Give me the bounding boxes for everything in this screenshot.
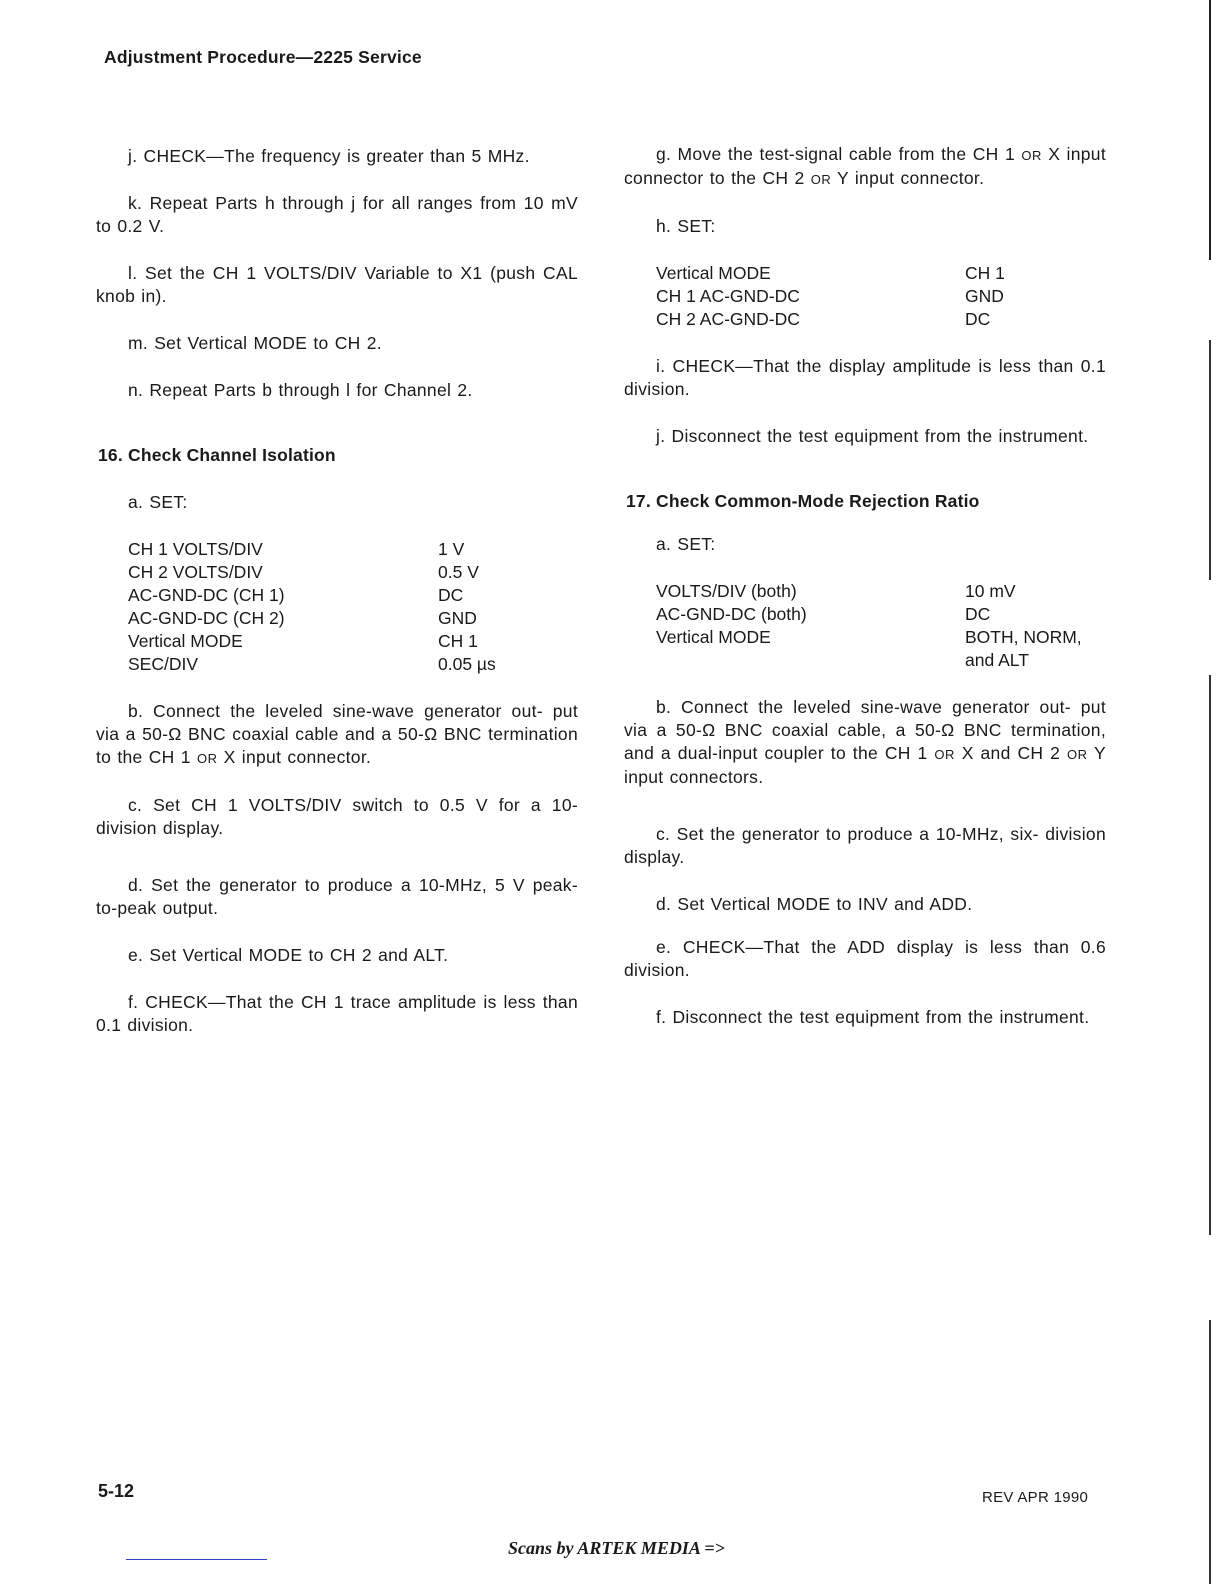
settings-row (656, 626, 1106, 649)
step-c-set-volts: c. Set CH 1 VOLTS/DIV switch to 0.5 V for a 10-division display. (96, 795, 578, 838)
step-m-vertical-mode: m. Set Vertical MODE to CH 2. (128, 333, 382, 353)
scan-credit: Scans by ARTEK MEDIA => (508, 1538, 725, 1558)
revision-date: REV APR 1990 (982, 1489, 1089, 1506)
step-l-variable: l. Set the CH 1 VOLTS/DIV Variable to X1 (push CAL knob in). (96, 263, 578, 306)
settings-row (128, 630, 578, 653)
settings-row (128, 561, 578, 584)
scan-edge-rule (1209, 340, 1211, 580)
scan-edge-rule (1209, 0, 1211, 260)
step-b-connect-coupler (624, 696, 1106, 789)
setting-value: DC (438, 585, 464, 605)
setting-label: CH 1 AC-GND-DC (656, 286, 800, 306)
setting-label: AC-GND-DC (CH 2) (128, 608, 285, 628)
setting-value: GND (965, 286, 1004, 306)
setting-value: GND (438, 608, 477, 628)
section-17-heading: 17. Check Common-Mode Rejection Ratio (626, 491, 980, 511)
setting-value: 0.5 V (438, 562, 479, 582)
setting-value: CH 1 (438, 631, 478, 651)
text-run: X and CH 2 (954, 743, 1067, 763)
setting-label: CH 2 VOLTS/DIV (128, 562, 263, 582)
step-i-check-display: i. CHECK—That the display amplitude is less than 0.1 division. (624, 356, 1106, 399)
setting-value: and ALT (965, 650, 1029, 670)
setting-value: DC (965, 309, 991, 329)
step-f-check-amplitude: f. CHECK—That the CH 1 trace amplitude is less than 0.1 division. (96, 992, 578, 1035)
step-b-connect (96, 700, 578, 770)
setting-label: SEC/DIV (128, 654, 199, 674)
text-run: Y input connector. (831, 168, 985, 188)
scan-edge-rule (1209, 675, 1211, 1235)
settings-row (656, 262, 1106, 285)
text-run: b. Connect the leveled sine-wave generator out- put via a 50-Ω BNC coaxial cable, a 50-Ω BNC termination, and a dual-input coupler to the CH 1 (624, 697, 1106, 763)
settings-row (656, 580, 1106, 603)
setting-label: AC-GND-DC (both) (656, 604, 807, 624)
settings-row (128, 607, 578, 630)
small-caps-or: OR (810, 172, 832, 187)
setting-label: AC-GND-DC (CH 1) (128, 585, 285, 605)
right-column (624, 143, 1106, 1029)
setting-value: 10 mV (965, 581, 1016, 601)
setting-label: Vertical MODE (128, 631, 243, 651)
setting-value: BOTH, NORM, (965, 627, 1082, 647)
small-caps-or: OR (196, 751, 218, 766)
text-run: b. Connect the leveled sine-wave generator out- put via a 50-Ω BNC coaxial cable and a 50-Ω BNC termination to the CH 1 (96, 701, 578, 767)
settings-row (656, 285, 1106, 308)
text-run: X input connector to the CH 2 (624, 144, 1106, 188)
setting-label: CH 1 VOLTS/DIV (128, 539, 263, 559)
settings-row (128, 584, 578, 607)
credit-underline (126, 1559, 267, 1560)
step-h-set: h. SET: (656, 216, 716, 236)
settings-table-15h (656, 262, 1106, 331)
settings-table-16 (128, 538, 578, 676)
step-e-vertical-mode: e. Set Vertical MODE to CH 2 and ALT. (128, 945, 449, 965)
step-j-disconnect: j. Disconnect the test equipment from the instrument. (656, 426, 1089, 446)
settings-row (656, 308, 1106, 331)
step-f-disconnect: f. Disconnect the test equipment from the instrument. (656, 1007, 1090, 1027)
setting-label: Vertical MODE (656, 627, 771, 647)
left-column (96, 145, 578, 1037)
settings-table-17 (656, 580, 1106, 672)
setting-label: Vertical MODE (656, 263, 771, 283)
step-n-repeat: n. Repeat Parts b through l for Channel 2. (128, 380, 473, 400)
settings-row (656, 603, 1106, 626)
setting-value: 0.05 µs (438, 654, 496, 674)
section-16-heading: 16. Check Channel Isolation (98, 445, 336, 465)
settings-row (128, 538, 578, 561)
small-caps-or: OR (1021, 148, 1042, 163)
scan-edge-rule (1209, 1320, 1211, 1584)
setting-value: 1 V (438, 539, 465, 559)
setting-label: CH 2 AC-GND-DC (656, 309, 800, 329)
text-run: X input connector. (217, 747, 372, 767)
step-j-check-frequency: j. CHECK—The frequency is greater than 5 MHz. (128, 146, 530, 166)
step-d-generator: d. Set the generator to produce a 10-MHz, 5 V peak-to-peak output. (96, 875, 578, 918)
setting-value: CH 1 (965, 263, 1005, 283)
settings-row (128, 653, 578, 676)
small-caps-or: OR (934, 747, 955, 762)
step-c-generator: c. Set the generator to produce a 10-MHz, six- division display. (624, 824, 1106, 867)
setting-label: VOLTS/DIV (both) (656, 581, 797, 601)
text-run: Y input connectors. (624, 743, 1106, 787)
settings-row (656, 649, 1106, 672)
step-d-vertical-mode: d. Set Vertical MODE to INV and ADD. (656, 894, 973, 914)
page-header: Adjustment Procedure—2225 Service (104, 47, 422, 67)
text-run: g. Move the test-signal cable from the CH 1 (656, 144, 1022, 164)
setting-value: DC (965, 604, 991, 624)
small-caps-or: OR (1067, 747, 1088, 762)
page-number: 5-12 (98, 1481, 135, 1501)
step-a-set: a. SET: (128, 492, 188, 512)
step-a-set: a. SET: (656, 534, 716, 554)
setting-label (656, 649, 965, 672)
step-e-check-add: e. CHECK—That the ADD display is less than 0.6 division. (624, 937, 1106, 980)
step-k-repeat: k. Repeat Parts h through j for all ranges from 10 mV to 0.2 V. (96, 193, 578, 236)
step-g-move-cable (624, 143, 1106, 191)
